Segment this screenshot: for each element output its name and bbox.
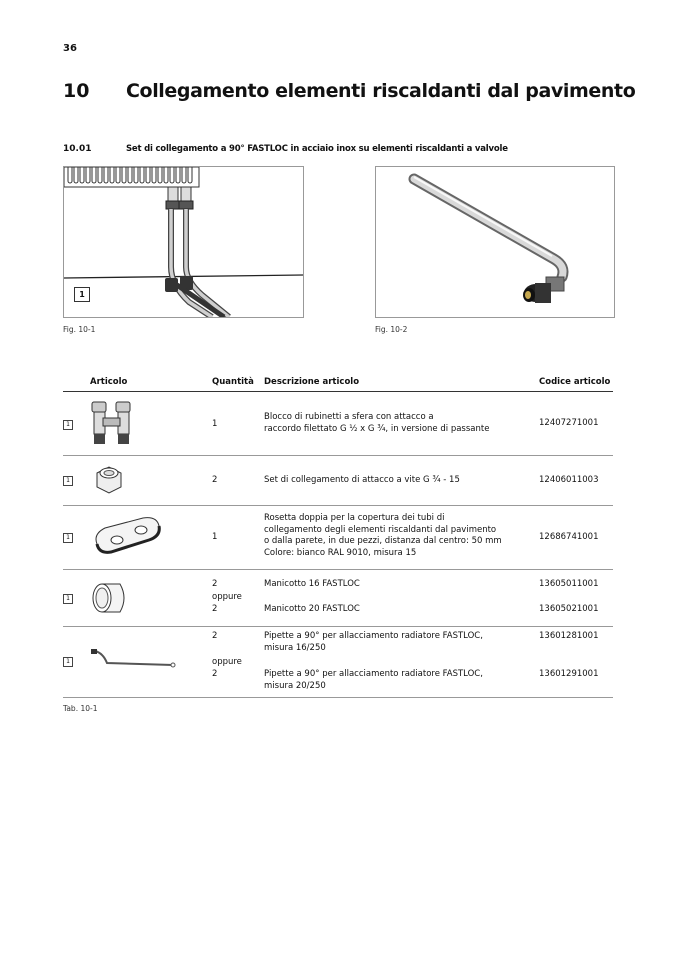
column-header-code: Codice articolo [539, 377, 611, 387]
column-header-quantity: Quantità [212, 377, 254, 387]
figure-callout: 1 [74, 287, 90, 302]
row-code: 13605021001 [539, 604, 599, 614]
row-quantity: 2 [212, 475, 218, 485]
row-marker: 1 [63, 594, 73, 604]
row-quantity: 1 [212, 532, 218, 542]
row-code: 13601281001 [539, 631, 599, 641]
row-divider [63, 697, 613, 698]
ball-valve-block-icon [88, 398, 138, 450]
figure-caption: Fig. 10-2 [375, 325, 408, 334]
chapter-title: Collegamento elementi riscaldanti dal pavimento [126, 80, 636, 102]
screw-fitting-nut-icon [93, 463, 125, 497]
section-number: 10.01 [63, 144, 92, 154]
row-marker: 1 [63, 476, 73, 486]
figure-10-2 [375, 166, 615, 318]
row-marker: 1 [63, 420, 73, 430]
row-description: Set di collegamento di attacco a vite G ¾ - 15 [264, 475, 460, 485]
sleeve-icon [90, 580, 130, 616]
row-description: Manicotto 16 FASTLOC [264, 579, 360, 589]
row-quantity: 2 [212, 669, 218, 679]
radiator-floor-connection-illustration [64, 167, 303, 317]
table-row [63, 570, 613, 626]
chapter-number: 10 [63, 80, 90, 102]
row-quantity-or: oppure [212, 592, 242, 602]
angled-pipe-icon [89, 647, 179, 671]
table-row [63, 506, 613, 569]
table-row [63, 392, 613, 455]
page-number: 36 [63, 43, 77, 54]
row-code: 13601291001 [539, 669, 599, 679]
row-marker: 1 [63, 533, 73, 543]
row-description: Pipette a 90° per allacciamento radiatore FASTLOC, misura 20/250 [264, 669, 483, 691]
row-quantity: 2 [212, 631, 218, 641]
table-row [63, 627, 613, 697]
row-quantity: 1 [212, 419, 218, 429]
angled-pipe-illustration [376, 167, 614, 317]
row-description: Blocco di rubinetti a sfera con attacco a raccordo filettato G ½ x G ¾, in versione di passante [264, 412, 490, 434]
figure-caption: Fig. 10-1 [63, 325, 96, 334]
row-quantity: 2 [212, 579, 218, 589]
column-header-description: Descrizione articolo [264, 377, 360, 387]
row-code: 12686741001 [539, 532, 599, 542]
table-caption: Tab. 10-1 [63, 704, 98, 713]
section-title: Set di collegamento a 90° FASTLOC in acciaio inox su elementi riscaldanti a valvole [126, 144, 508, 154]
row-description: Manicotto 20 FASTLOC [264, 604, 360, 614]
figure-10-1 [63, 166, 304, 318]
row-code: 12407271001 [539, 418, 599, 428]
row-quantity-or: oppure [212, 657, 242, 667]
table-row [63, 456, 613, 505]
double-rosette-icon [91, 514, 163, 558]
row-description: Rosetta doppia per la copertura dei tubi di collegamento degli elementi riscaldanti dal pavimento o dalla parete, in due pezzi, distanza dal centro: 50 mm Colore: bianco RAL 9010, misura 15 [264, 513, 502, 558]
row-marker: 1 [63, 657, 73, 667]
row-quantity: 2 [212, 604, 218, 614]
row-code: 13605011001 [539, 579, 599, 589]
column-header-article: Articolo [90, 377, 128, 387]
row-description: Pipette a 90° per allacciamento radiatore FASTLOC, misura 16/250 [264, 631, 483, 653]
row-code: 12406011003 [539, 475, 599, 485]
